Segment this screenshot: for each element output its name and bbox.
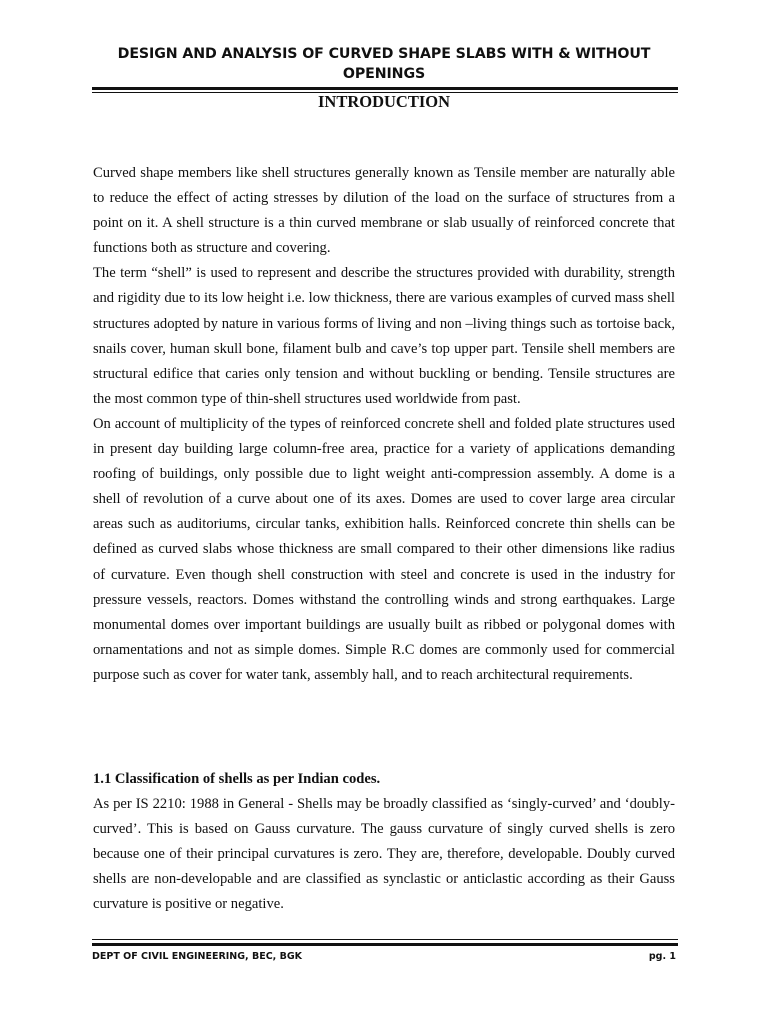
footer-rule-thick xyxy=(92,943,678,946)
section-title: INTRODUCTION xyxy=(317,92,451,111)
paragraph: On account of multiplicity of the types of reinforced concrete shell and folded plate structures used in present day building large column-free area, practice for a variety of applications demanding roofing of buildings, only possible due to light weight anti-compression assembly. A dome is a shell of revolution of a curve about one of its axes. Domes are used to cover large area circular areas such as auditoriums, circular tanks, exhibition halls. Reinforced concrete thin shells can be defined as curved slabs whose thickness are small compared to their other dimensions like radius of curvature. Even though shell construction with steel and concrete is used in the industry for pressure vessels, reactors. Domes withstand the controlling winds and strong earthquakes. Large monumental domes over important buildings are usually built as ribbed or polygonal domes with ornamentations and not as simple domes. Simple R.C domes are commonly used for commercial purpose such as cover for water tank, assembly hall, and to reach architectural requirements. xyxy=(93,415,675,683)
paragraph: The term “shell” is used to represent and describe the structures provided with durability, strength and rigidity due to its low height i.e. low thickness, there are various examples of curved mass shell structures adopted by nature in various forms of living and non –living things such as tortoise back, snails cover, human skull bone, filament bulb and cave’s top upper part. Tensile shell members are structural edifice that caries only tension and without buckling or bending. Tensile structures are the most common type of thin-shell structures used worldwide from past. xyxy=(93,265,675,407)
paragraph: Curved shape members like shell structures generally known as Tensile member are naturally able to reduce the effect of acting stresses by dilution of the load on the surface of structures from a point on it. A shell structure is a thin curved membrane or slab usually of reinforced concrete that functions both as structure and covering. xyxy=(93,165,675,257)
subsection-body xyxy=(93,792,675,917)
running-header-title: DESIGN AND ANALYSIS OF CURVED SHAPE SLABS WITH & WITHOUT OPENINGS xyxy=(117,46,651,82)
footer-department: DEPT OF CIVIL ENGINEERING, BEC, BGK xyxy=(92,951,302,962)
page-number: pg. 1 xyxy=(648,951,676,962)
header-rule-thick xyxy=(92,87,678,90)
paragraph: As per IS 2210: 1988 in General - Shells may be broadly classified as ‘singly-curved’ and ‘doubly-curved’. This is based on Gauss curvature. The gauss curvature of singly curved shells is zero because one of their principal curvatures is zero. They are, therefore, developable. Doubly curved shells are non-developable and are classified as synclastic or anticlastic according as their Gauss curvature is positive or negative. xyxy=(93,796,675,913)
footer-rule-thin xyxy=(92,939,678,940)
introduction-body xyxy=(93,161,675,688)
subsection-heading: 1.1 Classification of shells as per Indian codes. xyxy=(93,771,381,787)
